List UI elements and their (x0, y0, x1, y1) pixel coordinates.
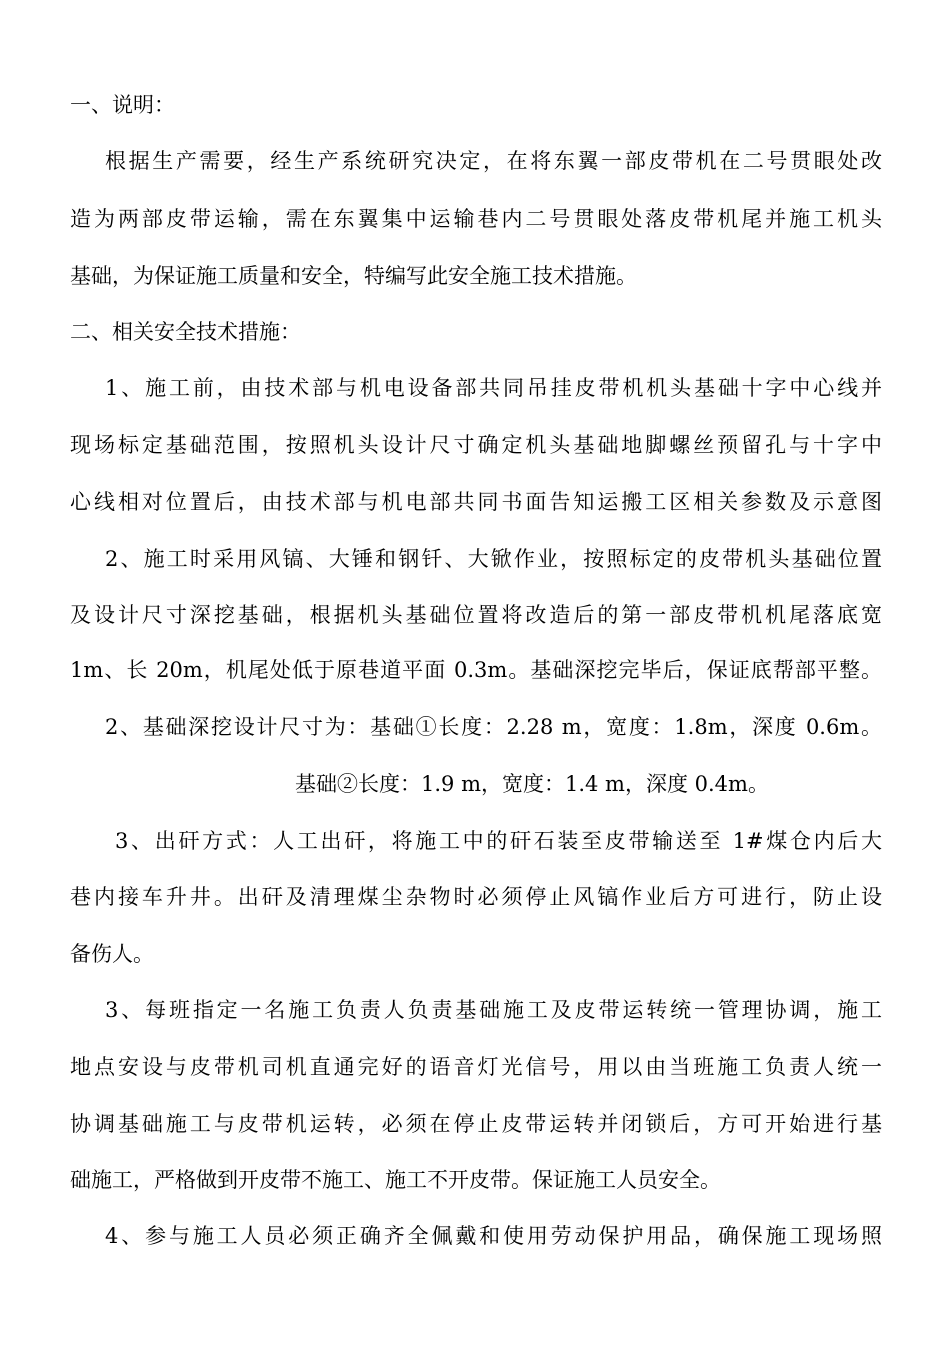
paragraph-line: 2、施工时采用风镐、大锤和钢钎、大锨作业，按照标定的皮带机头基础位置 (105, 547, 882, 571)
paragraph-line: 心线相对位置后，由技术部与机电部共同书面告知运搬工区相关参数及示意图 (70, 490, 882, 514)
paragraph-line: 备伤人。 (70, 942, 154, 966)
paragraph-line: 2、基础深挖设计尺寸为：基础①长度：2.28 m，宽度：1.8m，深度 0.6m。 (105, 715, 882, 739)
paragraph-line: 3、每班指定一名施工负责人负责基础施工及皮带运转统一管理协调，施工 (105, 998, 882, 1022)
heading-safety-measures: 二、相关安全技术措施： (70, 320, 301, 344)
paragraph-line: 1、施工前，由技术部与机电设备部共同吊挂皮带机机头基础十字中心线并 (105, 376, 882, 400)
heading-explanation: 一、说明： (70, 93, 175, 117)
paragraph-line: 巷内接车升井。出矸及清理煤尘杂物时必须停止风镐作业后方可进行，防止设 (70, 885, 882, 909)
paragraph-line: 4、参与施工人员必须正确齐全佩戴和使用劳动保护用品，确保施工现场照 (105, 1224, 882, 1248)
paragraph-line: 及设计尺寸深挖基础，根据机头基础位置将改造后的第一部皮带机机尾落底宽 (70, 603, 882, 627)
paragraph-line: 基础，为保证施工质量和安全，特编写此安全施工技术措施。 (70, 264, 637, 288)
paragraph-line: 地点安设与皮带机司机直通完好的语音灯光信号，用以由当班施工负责人统一 (70, 1055, 882, 1079)
paragraph-line: 础施工，严格做到开皮带不施工、施工不开皮带。保证施工人员安全。 (70, 1168, 721, 1192)
paragraph-line: 基础②长度：1.9 m，宽度：1.4 m，深度 0.4m。 (295, 772, 769, 796)
paragraph-line: 根据生产需要，经生产系统研究决定，在将东翼一部皮带机在二号贯眼处改 (105, 149, 882, 173)
paragraph-line: 3、出矸方式：人工出矸，将施工中的矸石装至皮带输送至 1#煤仓内后大 (115, 829, 882, 853)
paragraph-line: 造为两部皮带运输，需在东翼集中运输巷内二号贯眼处落皮带机尾并施工机头 (70, 207, 882, 231)
paragraph-line: 1m、长 20m，机尾处低于原巷道平面 0.3m。基础深挖完毕后，保证底帮部平整。 (70, 658, 882, 682)
paragraph-line: 现场标定基础范围，按照机头设计尺寸确定机头基础地脚螺丝预留孔与十字中 (70, 433, 882, 457)
paragraph-line: 协调基础施工与皮带机运转，必须在停止皮带运转并闭锁后，方可开始进行基 (70, 1112, 882, 1136)
